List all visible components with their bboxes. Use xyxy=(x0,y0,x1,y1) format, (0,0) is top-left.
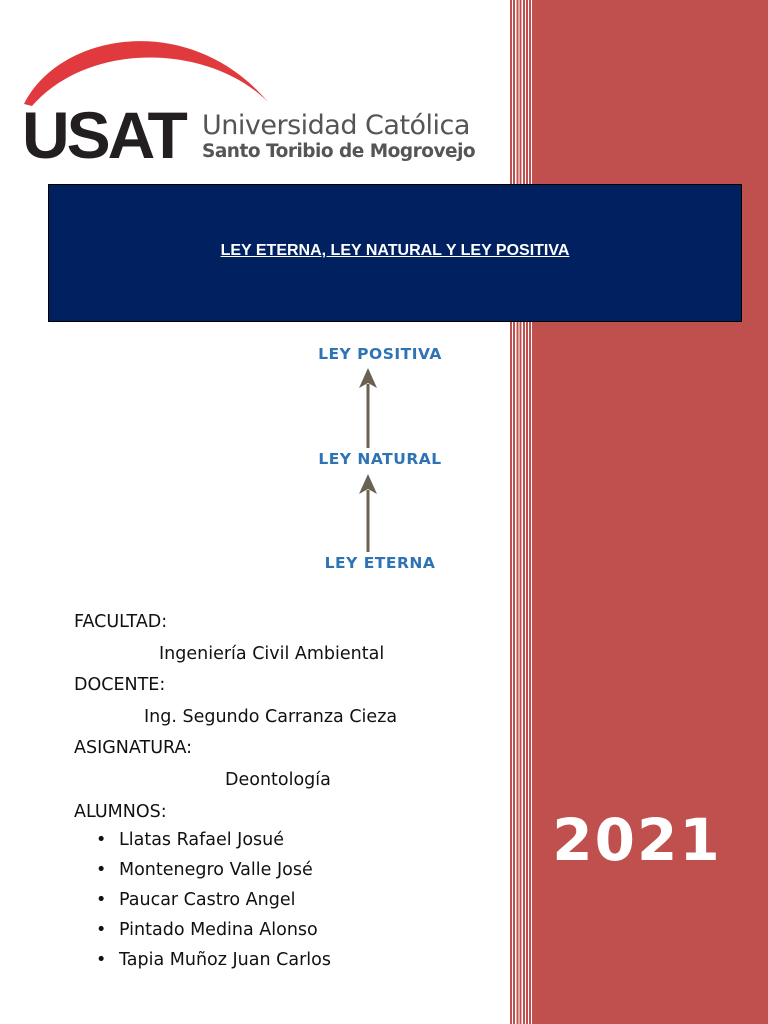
university-subname: Santo Toribio de Mogrovejo xyxy=(202,141,476,162)
bullet-icon: • xyxy=(96,830,107,850)
student-name: Llatas Rafael Josué xyxy=(119,830,285,850)
level-ley-eterna: LEY ETERNA xyxy=(324,554,436,572)
subject-value: Deontología xyxy=(225,770,331,790)
university-name: Universidad Católica xyxy=(202,110,470,141)
teacher-label: DOCENTE: xyxy=(74,675,166,695)
list-item xyxy=(96,920,331,950)
students-label: ALUMNOS: xyxy=(74,802,167,822)
faculty-label: FACULTAD: xyxy=(74,612,168,632)
arrow-up-icon xyxy=(356,472,380,552)
list-item xyxy=(96,890,331,920)
list-item xyxy=(96,830,331,860)
bullet-icon: • xyxy=(96,920,107,940)
decorative-stripes xyxy=(510,0,532,1024)
teacher-value: Ing. Segundo Carranza Cieza xyxy=(144,707,398,727)
title-banner xyxy=(48,184,742,322)
bullet-icon: • xyxy=(96,950,107,970)
student-name: Paucar Castro Angel xyxy=(119,890,296,910)
faculty-value: Ingeniería Civil Ambiental xyxy=(159,644,385,664)
student-name: Montenegro Valle José xyxy=(119,860,313,880)
document-title: LEY ETERNA, LEY NATURAL Y LEY POSITIVA xyxy=(220,242,570,259)
university-logo xyxy=(20,22,476,172)
students-list xyxy=(96,830,331,980)
list-item xyxy=(96,950,331,980)
level-ley-natural: LEY NATURAL xyxy=(318,450,442,468)
bullet-icon: • xyxy=(96,860,107,880)
bullet-icon: • xyxy=(96,890,107,910)
subject-label: ASIGNATURA: xyxy=(74,738,193,758)
student-name: Pintado Medina Alonso xyxy=(119,920,318,940)
law-hierarchy-diagram xyxy=(300,340,460,580)
student-name: Tapia Muñoz Juan Carlos xyxy=(119,950,331,970)
level-ley-positiva: LEY POSITIVA xyxy=(318,345,442,363)
arrow-up-icon xyxy=(356,366,380,448)
logo-acronym: USAT xyxy=(22,98,185,172)
list-item xyxy=(96,860,331,890)
year-label: 2021 xyxy=(552,806,722,874)
